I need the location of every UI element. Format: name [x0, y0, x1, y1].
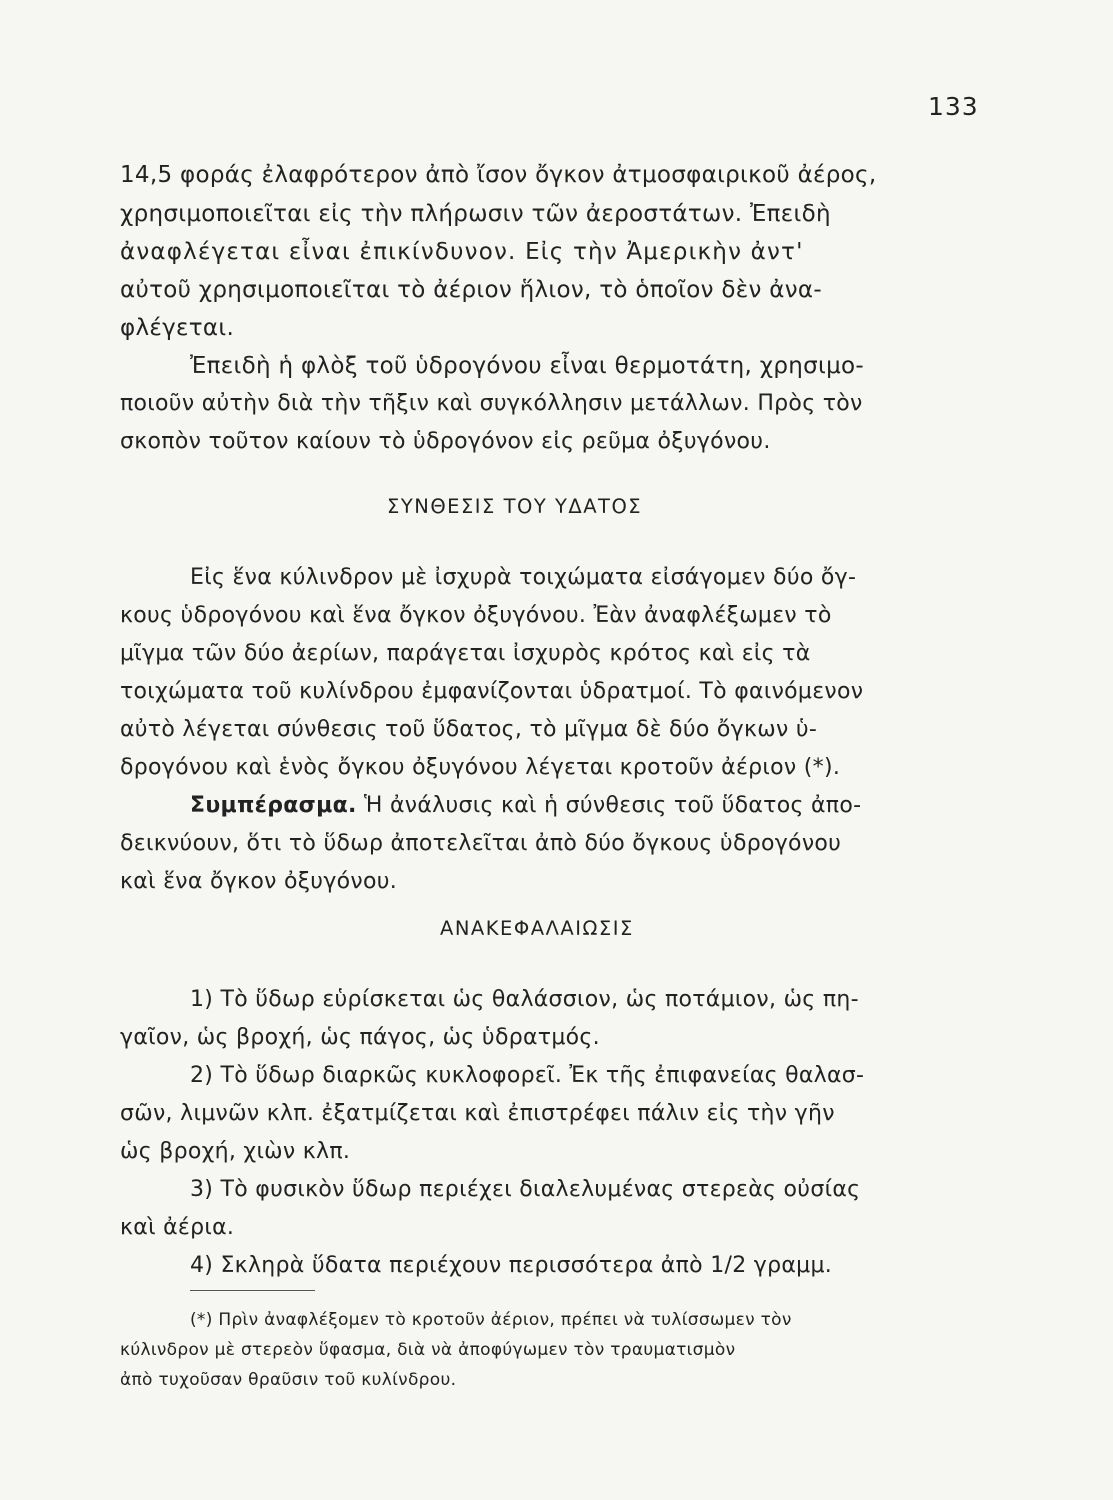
summary-line-1: 1) Τὸ ὕδωρ εὑρίσκεται ὡς θαλάσσιον, ὡς ποτάμιον, ὡς πη- [190, 987, 859, 1012]
paragraph3-line-6: δρογόνου καὶ ἑνὸς ὄγκου ὀξυγόνου λέγεται κροτοῦν ἀέριον (*). [120, 755, 841, 780]
summary-line-5: ὡς βροχή, χιὼν κλπ. [120, 1139, 351, 1164]
summary-line-7: καὶ ἀέρια. [120, 1215, 235, 1240]
conclusion-line-1-text: Ἡ ἀνάλυσις καὶ ἡ σύνθεσις τοῦ ὕδατος ἀπο- [356, 793, 862, 818]
paragraph2-line-3: σκοπὸν τοῦτον καίουν τὸ ὑδρογόνον εἰς ρεῦμα ὀξυγόνου. [120, 429, 771, 454]
page-number: 133 [928, 92, 979, 121]
footnote-line-3: ἀπὸ τυχοῦσαν θραῦσιν τοῦ κυλίνδρου. [120, 1370, 457, 1390]
paragraph3-line-1: Εἰς ἕνα κύλινδρον μὲ ἰσχυρὰ τοιχώματα εἰσάγομεν δύο ὄγ- [190, 565, 857, 590]
conclusion-line-3: καὶ ἕνα ὄγκον ὀξυγόνου. [120, 869, 398, 894]
conclusion-line-1 [190, 791, 861, 821]
summary-line-4: σῶν, λιμνῶν κλπ. ἐξατμίζεται καὶ ἐπιστρέφει πάλιν εἰς τὴν γῆν [120, 1101, 835, 1126]
footnote-divider [190, 1290, 315, 1291]
paragraph1-line-5: φλέγεται. [120, 315, 235, 341]
paragraph1-line-3: ἀναφλέγεται εἶναι ἐπικίνδυνον. Εἰς τὴν Ἀμερικὴν ἀντ' [120, 239, 804, 265]
paragraph2-line-1: Ἐπειδὴ ἡ φλὸξ τοῦ ὑδρογόνου εἶναι θερμοτάτη, χρησιμο- [190, 353, 864, 379]
footnote-line-1: (*) Πρὶν ἀναφλέξομεν τὸ κροτοῦν ἀέριον, πρέπει νὰ τυλίσσωμεν τὸν [190, 1310, 792, 1330]
summary-line-2: γαῖον, ὡς βροχή, ὡς πάγος, ὡς ὑδρατμός. [120, 1025, 600, 1050]
paragraph1-line-4: αὐτοῦ χρησιμοποιεῖται τὸ ἀέριον ἥλιον, τὸ ὁποῖον δὲν ἀνα- [120, 277, 822, 303]
paragraph3-line-5: αὐτὸ λέγεται σύνθεσις τοῦ ὕδατος, τὸ μῖγμα δὲ δύο ὄγκων ὑ- [120, 717, 818, 742]
summary-line-8: 4) Σκληρὰ ὕδατα περιέχουν περισσότερα ἀπὸ 1/2 γραμμ. [190, 1253, 833, 1278]
footnote-line-2: κύλινδρον μὲ στερεὸν ὕφασμα, διὰ νὰ ἀποφύγωμεν τὸν τραυματισμὸν [120, 1340, 736, 1360]
conclusion-line-2: δεικνύουν, ὅτι τὸ ὕδωρ ἀποτελεῖται ἀπὸ δύο ὄγκους ὑδρογόνου [120, 831, 842, 856]
paragraph3-line-3: μῖγμα τῶν δύο ἀερίων, παράγεται ἰσχυρὸς κρότος καὶ εἰς τὰ [120, 641, 811, 666]
conclusion-label: Συμπέρασμα. [190, 793, 357, 818]
section-heading-summary: ΑΝΑΚΕΦΑΛΑΙΩΣΙΣ [440, 917, 634, 940]
summary-line-6: 3) Τὸ φυσικὸν ὕδωρ περιέχει διαλελυμένας στερεὰς οὐσίας [190, 1177, 861, 1202]
section-heading-synthesis: ΣΥΝΘΕΣΙΣ ΤΟΥ ΥΔΑΤΟΣ [387, 495, 643, 518]
paragraph1-line-1: 14,5 φοράς ἐλαφρότερον ἀπὸ ἴσον ὄγκον ἀτμοσφαιρικοῦ ἀέρος, [120, 162, 877, 188]
paragraph3-line-4: τοιχώματα τοῦ κυλίνδρου ἐμφανίζονται ὑδρατμοί. Τὸ φαινόμενον [120, 679, 864, 704]
paragraph3-line-2: κους ὑδρογόνου καὶ ἕνα ὄγκον ὀξυγόνου. Ἐὰν ἀναφλέξωμεν τὸ [120, 603, 832, 628]
summary-line-3: 2) Τὸ ὕδωρ διαρκῶς κυκλοφορεῖ. Ἐκ τῆς ἐπιφανείας θαλασ- [190, 1063, 865, 1088]
paragraph1-line-2: χρησιμοποιεῖται εἰς τὴν πλήρωσιν τῶν ἀεροστάτων. Ἐπειδὴ [120, 201, 831, 227]
paragraph2-line-2: ποιοῦν αὐτὴν διὰ τὴν τῆξιν καὶ συγκόλλησιν μετάλλων. Πρὸς τὸν [120, 391, 863, 416]
